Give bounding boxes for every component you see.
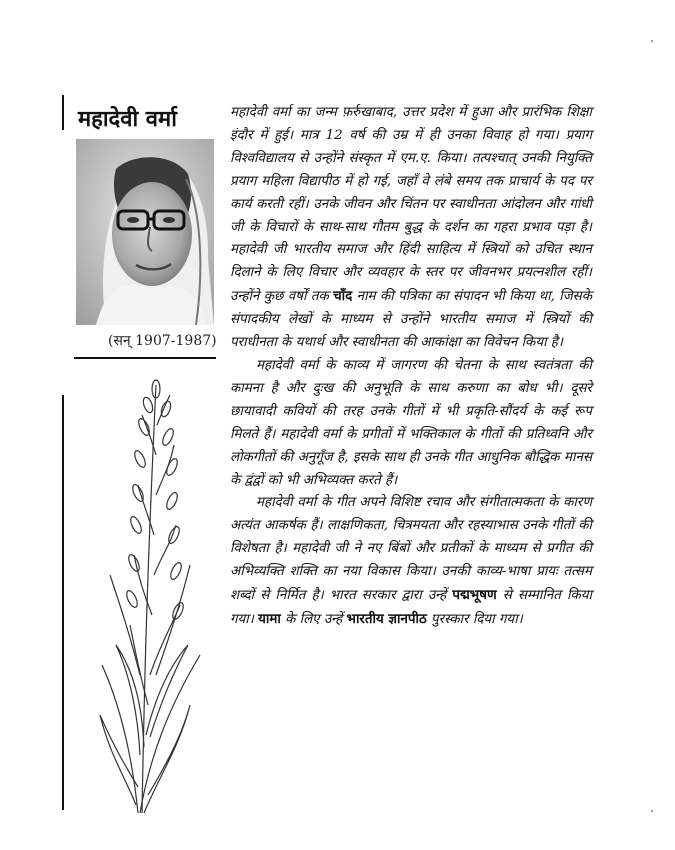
paragraph-1 (230, 102, 592, 355)
award-padmabhushan: पद्मभूषण (452, 587, 497, 604)
author-portrait (76, 139, 214, 325)
text-run: के लिए उन्हें (280, 611, 347, 627)
text-run: नाम की पत्रिका का संपादन भी किया था, जिसके संपादकीय लेखों के माध्यम से उन्होंने भारतीय समाज में स्त्रियों की पराधीनता के यथार्थ और स्वाधीनता की आकांक्षा का विवेचन किया है। (230, 289, 592, 351)
text-run: से सम्मानित किया गया। (230, 588, 592, 627)
plant-illustration (80, 375, 220, 815)
left-vertical-rule-lower (62, 395, 64, 810)
portrait-caption: (सन् 1907-1987) (108, 333, 217, 349)
scan-speck (651, 40, 653, 42)
paragraph-3 (230, 492, 592, 631)
magazine-title: चाँद (333, 288, 353, 305)
award-jnanpith: भारतीय ज्ञानपीठ (346, 610, 427, 627)
text-run: महादेवी वर्मा के काव्य में जागरण की चेतना के साथ स्वतंत्रता की कामना है और दुःख की अनुभूति के साथ करुणा का बोध भी। दूसरे छायावादी कवियों की तरह उनके गीतों में भी प्रकृति-सौंदर्य के कई रूप मिलते हैं। महादेवी वर्मा के प्रगीतों में भक्तिकाल के गीतों की प्रतिध्वनि और लोकगीतों की अनुगूँज है, इसके साथ ही उनके गीत आधुनिक बौद्धिक मानस के द्वंद्वों को भी अभिव्यक्त करते हैं। (230, 357, 592, 488)
text-run: महादेवी वर्मा का जन्म फ़र्रुखाबाद, उत्तर प्रदेश में हुआ और प्रारंभिक शिक्षा इंदौर में हुई। मात्र 12 वर्ष की उम्र में ही उनका विवाह हो गया। प्रयाग विश्वविद्यालय से उन्होंने संस्कृत में एम.ए. किया। तत्पश्चात् उनकी नियुक्ति प्रयाग महिला विद्यापीठ में हो गई, जहाँ वे लंबे समय तक प्राचार्य के पद पर कार्य करती रहीं। उनके जीवन और चिंतन पर स्वाधीनता आंदोलन और गांधी जी के विचारों के साथ-साथ गौतम बुद्ध के दर्शन का गहरा प्रभाव पड़ा है। महादेवी जी भारतीय समाज और हिंदी साहित्य में स्त्रियों को उचित स्थान दिलाने के लिए विचार और व्यवहार के स्तर पर जीवनभर प्रयत्नशील रहीं। उन्होंने कुछ वर्षों तक (230, 105, 592, 305)
biography-text (230, 102, 592, 632)
left-vertical-rule (62, 95, 64, 130)
sidebar-horizontal-rule (74, 357, 216, 359)
paragraph-2 (230, 355, 592, 492)
text-run: महादेवी वर्मा के गीत अपने विशिष्ट रचाव और संगीतात्मकता के कारण अत्यंत आकर्षक हैं। लाक्षणिकता, चित्रमयता और रहस्याभास उनके गीतों की विशेषता है। महादेवी जी ने नए बिंबों और प्रतीकों के माध्यम से प्रगीत की अभिव्यक्ति शक्ति का नया विकास किया। उनकी काव्य-भाषा प्रायः तत्सम शब्दों से निर्मित है। भारत सरकार द्वारा उन्हें (230, 495, 592, 604)
author-sidebar (60, 95, 218, 815)
book-title-yama: यामा (258, 610, 281, 627)
author-name-heading: महादेवी वर्मा (78, 107, 177, 132)
text-run: पुरस्कार दिया गया। (426, 611, 523, 627)
scan-speck (651, 810, 653, 812)
